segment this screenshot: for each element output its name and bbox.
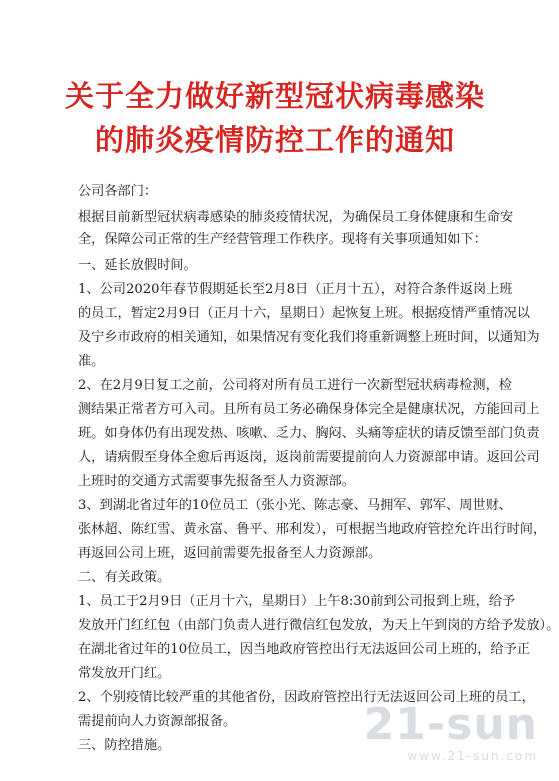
watermark-logo-text: 21-sun [363,699,538,750]
watermark-url: www.21-sun.com [407,749,538,763]
salutation: 公司各部门： [78,184,158,199]
body-line: 根据目前新型冠状病毒感染的肺炎疫情状况，为确保员工身体健康和生命安 [78,210,514,225]
body-line: 全，保障公司正常的生产经营管理工作秩序。现将有关事项通知如下： [78,232,487,247]
section-heading: 二、有关政策。 [78,570,171,585]
body-line: 2、个别疫情比较严重的其他省份，因政府管控出行无法返回公司上班的员工， [78,690,535,705]
body-line: 人，请病假至身体全愈后再返岗，返岗前需要提前向人力资源部申请。返回公司 [78,450,540,465]
body-line: 的员工，暂定2月9日（正月十六，星期日）起恢复上班。根据疫情严重情况以 [78,306,530,321]
body-line: 班。如身体仍有出现发热、咳嗽、乏力、胸闷、头痛等症状的请反馈至部门负责 [78,426,540,441]
body-line: 3、到湖北省过年的10位员工（张小光、陈志豪、马拥军、郭军、周世财、 [78,498,512,513]
body-line: 常发放开门红。 [78,666,171,681]
section-heading: 一、延长放假时间。 [78,258,197,273]
body-line: 发放开门红红包（由部门负责人进行微信红包发放，为天上午到岗的方给予发放）。 [78,618,559,633]
section-heading: 三、防控措施。 [78,738,171,753]
body-line: 再返回公司上班，返回前需要先报备至人力资源部。 [78,546,382,561]
body-line: 需提前向人力资源部报备。 [78,714,237,729]
body-line: 测结果正常者方可入司。且所有员工务必确保身体完全是健康状况，方能回司上 [78,402,540,417]
body-line: 及宁乡市政府的相关通知，如果情况有变化我们将重新调整上班时间，以通知为 [78,330,540,345]
body-line: 张林超、陈红雪、黄永富、鲁平、邢利发），可根据当地政府管控允许出行时间， [78,522,547,537]
body-line: 1、公司2020年春节假期延长至2月8日（正月十五），对符合条件返岗上班 [78,282,513,297]
body-line: 2、在2月9日复工之前，公司将对所有员工进行一次新型冠状病毒检测，检 [78,378,512,393]
body-line: 1、员工于2月9日（正月十六，星期日）上午8:30前到公司报到上班，给予 [78,594,516,609]
body-line: 上班时的交通方式需要事先报备至人力资源部。 [78,474,355,489]
document-title-line-2: 的肺炎疫情防控工作的通知 [94,123,455,157]
body-line: 在湖北省过年的10位员工，因当地政府管控出行无法返回公司上班的，给予正 [78,642,530,657]
site-watermark [363,699,538,763]
document-title-line-1: 关于全力做好新型冠状病毒感染 [64,79,485,113]
body-line: 准。 [78,354,105,369]
